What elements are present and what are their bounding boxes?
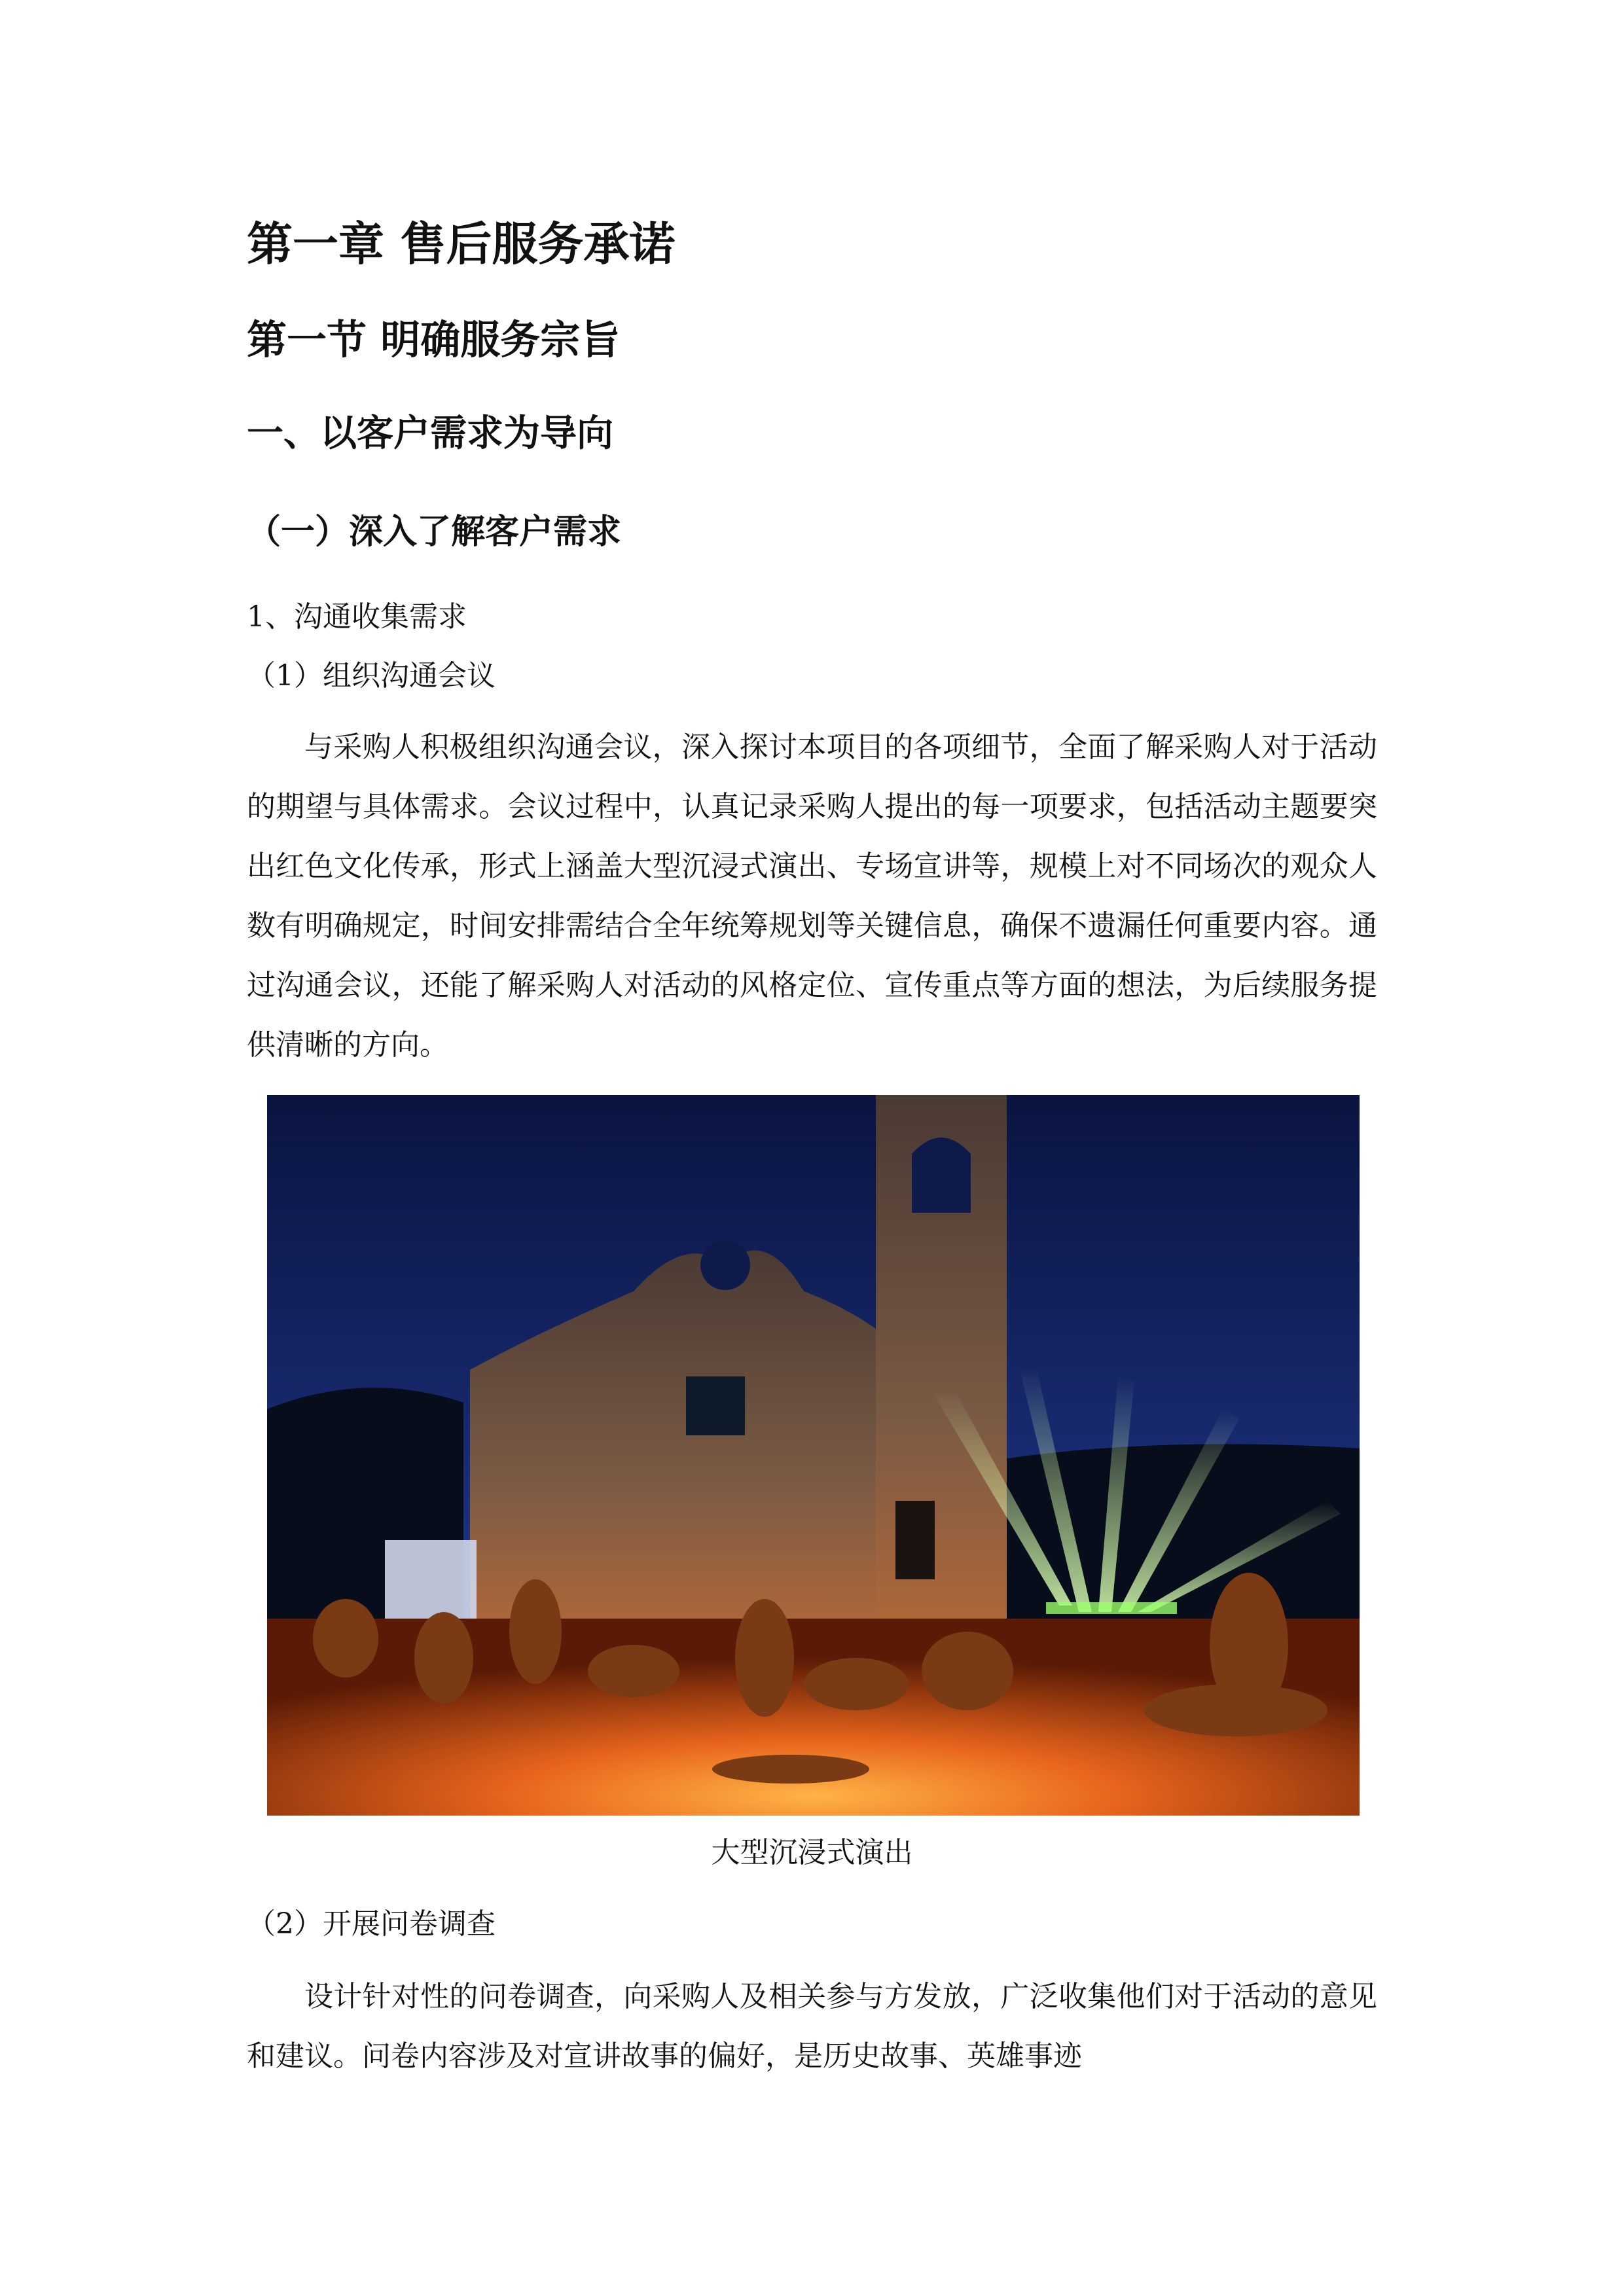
chapter-title: 第一章 售后服务承诺 — [247, 217, 676, 271]
tower-arch — [912, 1138, 971, 1213]
item-heading: 1、沟通收集需求 — [247, 600, 467, 634]
subitem-1-heading: （1）组织沟通会议 — [247, 659, 496, 692]
sub-subsection-title: （一）深入了解客户需求 — [247, 512, 622, 552]
facade-window — [686, 1376, 745, 1435]
rose-window — [700, 1240, 750, 1290]
performance-photo — [267, 1095, 1360, 1816]
tower-door — [895, 1501, 935, 1579]
subsection-title: 一、以客户需求为导向 — [247, 412, 613, 455]
stage-lights — [1046, 1602, 1177, 1614]
section-title: 第一节 明确服务宗旨 — [247, 317, 621, 363]
figure-caption: 大型沉浸式演出 — [711, 1836, 913, 1869]
tent — [385, 1540, 477, 1619]
subitem-2-heading: （2）开展问卷调查 — [247, 1907, 496, 1941]
subitem-1-paragraph: 与采购人积极组织沟通会议，深入探讨本项目的各项细节，全面了解采购人对于活动的期望与具体需求。会议过程中，认真记录采购人提出的每一项要求，包括活动主题要突出红色文化传承，形式上涵盖大型沉浸式演出、专场宣讲等，规模上对不同场次的观众人数有明确规定，时间安排需结合全年统筹规划等关键信息，确保不遗漏任何重要内容。通过沟通会议，还能了解采购人对活动的风格定位、宣传重点等方面的想法，为后续服务提供清晰的方向。 — [247, 730, 1377, 1062]
subitem-2-paragraph: 设计针对性的问卷调查，向采购人及相关参与方发放，广泛收集他们对于活动的意见和建议。问卷内容涉及对宣讲故事的偏好，是历史故事、英雄事迹 — [247, 1980, 1377, 2073]
